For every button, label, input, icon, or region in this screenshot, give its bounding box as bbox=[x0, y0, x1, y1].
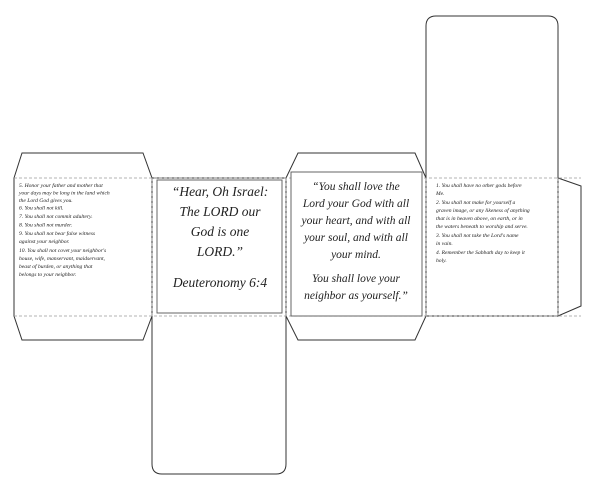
left-face-line: 9. You shall not bear false witness bbox=[19, 231, 96, 237]
right-face-line: graven image, or any likeness of anything bbox=[436, 208, 530, 214]
right-side-tab bbox=[558, 178, 581, 316]
shema-line: LORD.” bbox=[196, 244, 244, 259]
scripture-reference: Deuteronomy 6:4 bbox=[172, 275, 268, 290]
right-column-outline bbox=[426, 16, 558, 316]
right-face-line: holy. bbox=[436, 258, 447, 264]
shema-line: The LORD our bbox=[179, 204, 261, 219]
love-verse-line: “You shall love the bbox=[312, 181, 400, 193]
love-verse-line: your heart, and with all bbox=[301, 215, 411, 227]
left-face-line: 10. You shall not covet your neighbor's bbox=[19, 248, 107, 254]
left-face-line: the Lord God gives you. bbox=[19, 198, 73, 204]
right-face-line: 4. Remember the Sabbath day to keep it bbox=[436, 250, 525, 256]
left-face-line: house, wife, manservant, maidservant, bbox=[19, 256, 105, 262]
left-face-line: beast of burden, or anything that bbox=[19, 264, 93, 270]
left-face-line: 8. You shall not murder. bbox=[19, 222, 73, 229]
left-face-line: 7. You shall not commit adultery. bbox=[19, 214, 93, 220]
left-face-line: 6. You shall not kill. bbox=[19, 205, 64, 212]
shema-line: “Hear, Oh Israel: bbox=[171, 184, 269, 199]
right-face-line: 3. You shall not take the Lord's name bbox=[436, 233, 519, 239]
love-verse-line: your soul, and with all bbox=[304, 232, 408, 244]
shema-line: God is one bbox=[190, 224, 250, 239]
love-neighbor-line: You shall love your bbox=[311, 273, 401, 285]
left-face-line: your days may be long in the land which bbox=[19, 190, 110, 197]
love-verse-line: your mind. bbox=[331, 249, 381, 261]
left-face-outline bbox=[14, 153, 152, 340]
left-face-line: 5. Honor your father and mother that bbox=[19, 183, 103, 189]
right-face-line: 1. You shall have no other gods before bbox=[436, 183, 522, 189]
right-face-line: that is in heaven above, on earth, or in bbox=[436, 216, 523, 222]
right-face-line: in vain. bbox=[436, 241, 453, 247]
right-face-line: the waters beneath to worship and serve. bbox=[436, 224, 528, 230]
middle-face-text bbox=[301, 181, 411, 302]
right-face-line: Me. bbox=[436, 191, 445, 197]
right-face-line: 2. You shall not make for yourself a bbox=[436, 200, 516, 206]
left-face-line: belongs to your neighbor. bbox=[19, 272, 77, 278]
love-neighbor-line: neighbor as yourself.” bbox=[304, 290, 408, 302]
love-verse-line: Lord your God with all bbox=[302, 198, 410, 210]
left-face-line: against your neighbor. bbox=[19, 239, 70, 245]
